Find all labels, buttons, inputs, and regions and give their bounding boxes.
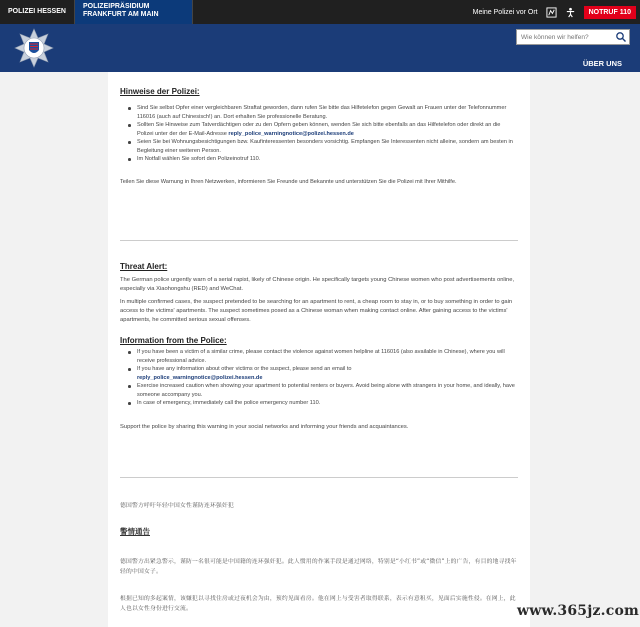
divider: [120, 477, 518, 478]
search-box[interactable]: [516, 29, 630, 45]
german-heading: Hinweise der Polizei:: [120, 87, 200, 96]
list-item: Sind Sie selbst Opfer einer vergleichbaren Straftat geworden, dann rufen Sie bitte das Hilfetelefon gegen Gewalt an Frauen unter der Telefonnummer 116016 (auch auf Chinesisch!) an. Dort erhalten Sie professionelle Beratung.: [120, 104, 518, 121]
search-input[interactable]: [517, 34, 615, 41]
divider: [120, 240, 518, 241]
tab-polizeipraesidium-frankfurt[interactable]: POLIZEIPRÄSIDIUM FRANKFURT AM MAIN: [75, 0, 193, 24]
german-share-text: Teilen Sie diese Warnung in Ihren Netzwerken, informieren Sie Freunde und Bekannte und unterstützen Sie die Polizei mit Ihrer Mithilfe.: [120, 178, 457, 185]
top-bar: [0, 0, 640, 24]
chinese-section: [120, 500, 518, 614]
german-section: [120, 87, 518, 186]
list-item: If you have been a victim of a similar crime, please contact the violence against women helpline at 116016 (also available in Chinese), where you will receive professional advice.: [120, 348, 518, 365]
threat-heading: Threat Alert:: [120, 262, 168, 271]
list-item: Seien Sie bei Wohnungsbesichtigungen bzw. Kaufinteressenten besonders vorsichtig. Empfangen Sie Interessenten nicht alleine, sondern am besten in Begleitung einer weiteren Person.: [120, 138, 518, 155]
german-email-link[interactable]: reply_police_warningnotice@polizei.hessen.de: [228, 130, 354, 137]
chinese-headline: 德国警方呼吁年轻中国女性谨防连环强奸犯: [120, 503, 234, 509]
english-share-text: Support the police by sharing this warning in your social networks and informing your friends and acquaintances.: [120, 423, 409, 430]
nav-ueber-uns[interactable]: ÜBER UNS: [582, 59, 622, 68]
chinese-paragraph-1: 德国警方出紧急警示，谨防一名很可能是中国籍的连环强奸犯。此人惯用的作案手段是通过网络，特别是“小红书”或“微信”上的广告，有目的地寻找年轻的中国女子。: [120, 559, 517, 575]
english-section: [120, 262, 518, 432]
german-bullet2-text: Sollten Sie Hinweise zum Tatverdächtigen oder zu den Opfern geben können, wenden Sie sich bitte ebenfalls an das Hilfetelefon oder direkt an die Polizei unter der der E-Mail-Adresse: [137, 122, 501, 137]
accessibility-icon[interactable]: [565, 7, 576, 18]
list-item: Exercise increased caution when showing your apartment to potential renters or buyers. Avoid being alone with strangers in your home, and ideally, have someone accompany you.: [120, 382, 518, 399]
chinese-title: 警情通告: [120, 527, 150, 536]
meine-polizei-link[interactable]: Meine Polizei vor Ort: [472, 8, 538, 16]
info-heading: Information from the Police:: [120, 336, 227, 345]
german-bullet-list: [120, 104, 518, 164]
chinese-paragraph-2: 根据已知的多起案情，该嫌犯以寻找住房或过夜机会为由，预约见面看房。他在网上与受害者取得联系，表示有意租买，见面后实施性侵。在网上，此人也以女性身份进行交流。: [120, 596, 516, 612]
list-item: In case of emergency, immediately call the police emergency number 110.: [120, 399, 518, 408]
site-header: [0, 24, 640, 72]
search-icon[interactable]: [615, 31, 627, 43]
notruf-button[interactable]: NOTRUF 110: [584, 6, 636, 19]
top-right-links: [473, 0, 640, 24]
list-item: [120, 365, 518, 382]
site-watermark: www.365jz.com: [517, 603, 640, 619]
tab-polizei-hessen[interactable]: POLIZEI HESSEN: [0, 0, 75, 24]
hessen-police-star-logo[interactable]: [14, 28, 54, 68]
list-item: Im Notfall wählen Sie sofort den Polizeinotruf 110.: [120, 155, 518, 164]
threat-paragraph-2: In multiple confirmed cases, the suspect pretended to be searching for an apartment to rent, a cheap room to stay in, or to buy something in order to gain access to the victims' apartments. The suspect sometimes posed as a Chinese woman when making contact online. After gaining access to the victims' apartments, he committed serious sexual offenses.: [120, 299, 513, 323]
english-bullet-list: [120, 348, 518, 408]
list-item: [120, 121, 518, 138]
map-icon[interactable]: [546, 7, 557, 18]
main-content: [108, 72, 530, 627]
english-bullet2-text: If you have any information about other victims or the suspect, please send an email to: [137, 366, 352, 372]
english-email-link[interactable]: reply_police_warningnotice@polizei.hessen.de: [137, 374, 263, 381]
threat-paragraph-1: The German police urgently warn of a serial rapist, likely of Chinese origin. He specifically targets young Chinese women who post advertisements online, especially via Xiaohongshu (RED) and WeChat.: [120, 277, 515, 292]
